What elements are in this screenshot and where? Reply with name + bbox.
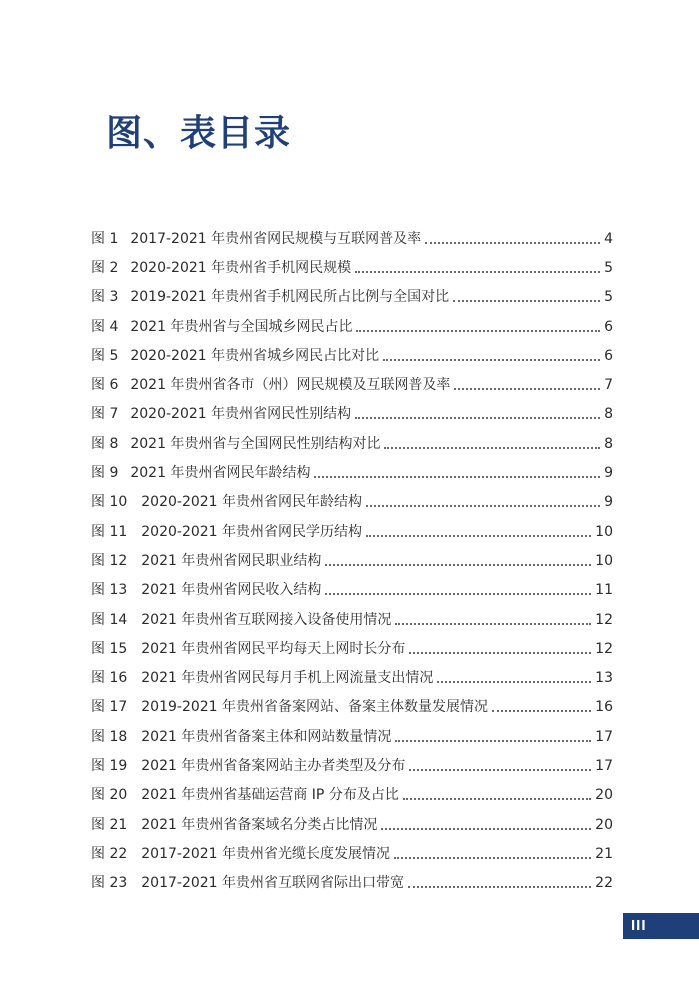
dot-leader xyxy=(395,613,591,625)
figure-number: 图 14 xyxy=(91,611,128,628)
page-number: 20 xyxy=(595,816,613,833)
page-number: 7 xyxy=(604,377,613,394)
toc-entry[interactable] xyxy=(91,663,613,692)
page-number: 10 xyxy=(595,523,613,540)
page-number: 6 xyxy=(604,347,613,364)
dot-leader xyxy=(384,437,600,449)
figure-number: 图 15 xyxy=(91,640,128,657)
dot-leader xyxy=(366,495,600,507)
figure-number: 图 8 xyxy=(91,435,119,452)
toc-entry[interactable] xyxy=(91,693,613,722)
dot-leader xyxy=(437,671,591,683)
figure-title: 2020-2021 年贵州省手机网民规模 xyxy=(130,259,352,276)
dot-leader xyxy=(492,700,591,712)
toc-entry[interactable] xyxy=(91,312,613,341)
dot-leader xyxy=(355,261,600,273)
toc-entry[interactable] xyxy=(91,253,613,282)
dot-leader xyxy=(409,642,591,654)
dot-leader xyxy=(355,407,600,419)
toc-entry[interactable] xyxy=(91,722,613,751)
figure-title: 2021 年贵州省备案域名分类占比情况 xyxy=(141,816,378,833)
toc-entry[interactable] xyxy=(91,283,613,312)
page-number: 5 xyxy=(604,259,613,276)
page-title: 图、表目录 xyxy=(106,113,292,154)
figure-number: 图 21 xyxy=(91,816,128,833)
figure-title: 2021 年贵州省各市（州）网民规模及互联网普及率 xyxy=(130,377,451,394)
page-number: 21 xyxy=(595,845,613,862)
figure-title: 2021 年贵州省网民年龄结构 xyxy=(130,465,311,482)
page-number: 9 xyxy=(604,465,613,482)
toc-entry[interactable] xyxy=(91,546,613,575)
dot-leader xyxy=(383,349,600,361)
figure-number: 图 1 xyxy=(91,230,119,247)
page-number: 10 xyxy=(595,552,613,569)
page-number: 12 xyxy=(595,611,613,628)
figure-number: 图 12 xyxy=(91,552,128,569)
figure-title: 2020-2021 年贵州省网民性别结构 xyxy=(130,406,352,423)
dot-leader xyxy=(425,232,600,244)
figure-title: 2021 年贵州省备案网站主办者类型及分布 xyxy=(141,757,406,774)
figure-title: 2020-2021 年贵州省网民年龄结构 xyxy=(141,494,363,511)
dot-leader xyxy=(408,876,591,888)
page-number: 6 xyxy=(604,318,613,335)
page-number: 12 xyxy=(595,640,613,657)
figure-list xyxy=(91,224,613,898)
figure-title: 2021 年贵州省网民职业结构 xyxy=(141,552,322,569)
figure-number: 图 13 xyxy=(91,582,128,599)
toc-entry[interactable] xyxy=(91,634,613,663)
toc-entry[interactable] xyxy=(91,488,613,517)
dot-leader xyxy=(381,818,591,830)
figure-title: 2019-2021 年贵州省备案网站、备案主体数量发展情况 xyxy=(141,699,489,716)
toc-entry[interactable] xyxy=(91,810,613,839)
figure-title: 2021 年贵州省网民平均每天上网时长分布 xyxy=(141,640,406,657)
dot-leader xyxy=(409,759,591,771)
figure-number: 图 22 xyxy=(91,845,128,862)
toc-entry[interactable] xyxy=(91,605,613,634)
toc-entry[interactable] xyxy=(91,839,613,868)
toc-entry[interactable] xyxy=(91,869,613,898)
dot-leader xyxy=(395,730,591,742)
page-number: 16 xyxy=(595,699,613,716)
dot-leader xyxy=(366,525,591,537)
toc-entry[interactable] xyxy=(91,781,613,810)
page-number: 8 xyxy=(604,435,613,452)
figure-title: 2021 年贵州省备案主体和网站数量情况 xyxy=(141,728,392,745)
page-number: 8 xyxy=(604,406,613,423)
figure-number: 图 7 xyxy=(91,406,119,423)
figure-title: 2017-2021 年贵州省网民规模与互联网普及率 xyxy=(130,230,422,247)
figure-title: 2021 年贵州省网民收入结构 xyxy=(141,582,322,599)
figure-title: 2019-2021 年贵州省手机网民所占比例与全国对比 xyxy=(130,289,450,306)
figure-number: 图 9 xyxy=(91,465,119,482)
toc-entry[interactable] xyxy=(91,458,613,487)
figure-number: 图 6 xyxy=(91,377,119,394)
toc-entry[interactable] xyxy=(91,429,613,458)
page-number: 5 xyxy=(604,289,613,306)
figure-title: 2021 年贵州省基础运营商 IP 分布及占比 xyxy=(141,787,399,804)
toc-entry[interactable] xyxy=(91,224,613,253)
figure-number: 图 4 xyxy=(91,318,119,335)
figure-number: 图 3 xyxy=(91,289,119,306)
dot-leader xyxy=(394,847,591,859)
figure-title: 2021 年贵州省网民每月手机上网流量支出情况 xyxy=(141,670,434,687)
page-number: 13 xyxy=(595,670,613,687)
dot-leader xyxy=(356,320,600,332)
toc-entry[interactable] xyxy=(91,400,613,429)
toc-entry[interactable] xyxy=(91,751,613,780)
figure-title: 2021 年贵州省与全国城乡网民占比 xyxy=(130,318,353,335)
figure-title: 2017-2021 年贵州省光缆长度发展情况 xyxy=(141,845,391,862)
page-number: 20 xyxy=(595,787,613,804)
figure-number: 图 20 xyxy=(91,787,128,804)
page-number: 9 xyxy=(604,494,613,511)
figure-title: 2021 年贵州省与全国网民性别结构对比 xyxy=(130,435,381,452)
page-number: 11 xyxy=(595,582,613,599)
figure-number: 图 2 xyxy=(91,259,119,276)
dot-leader xyxy=(314,466,600,478)
page-number: 17 xyxy=(595,728,613,745)
figure-number: 图 17 xyxy=(91,699,128,716)
page-folio-tab: III xyxy=(623,913,699,939)
page-number: 17 xyxy=(595,757,613,774)
dot-leader xyxy=(325,583,591,595)
toc-entry[interactable] xyxy=(91,517,613,546)
dot-leader xyxy=(453,290,600,302)
toc-entry[interactable] xyxy=(91,576,613,605)
toc-entry[interactable] xyxy=(91,370,613,399)
figure-number: 图 11 xyxy=(91,523,128,540)
figure-title: 2017-2021 年贵州省互联网省际出口带宽 xyxy=(141,875,405,892)
dot-leader xyxy=(325,554,591,566)
dot-leader xyxy=(454,378,600,390)
page-number: 22 xyxy=(595,875,613,892)
figure-number: 图 23 xyxy=(91,875,128,892)
figure-title: 2021 年贵州省互联网接入设备使用情况 xyxy=(141,611,392,628)
figure-number: 图 10 xyxy=(91,494,128,511)
figure-title: 2020-2021 年贵州省城乡网民占比对比 xyxy=(130,347,380,364)
figure-number: 图 18 xyxy=(91,728,128,745)
toc-entry[interactable] xyxy=(91,341,613,370)
figure-title: 2020-2021 年贵州省网民学历结构 xyxy=(141,523,363,540)
page-number: 4 xyxy=(604,230,613,247)
figure-number: 图 16 xyxy=(91,670,128,687)
figure-number: 图 19 xyxy=(91,757,128,774)
figure-number: 图 5 xyxy=(91,347,119,364)
dot-leader xyxy=(403,788,591,800)
